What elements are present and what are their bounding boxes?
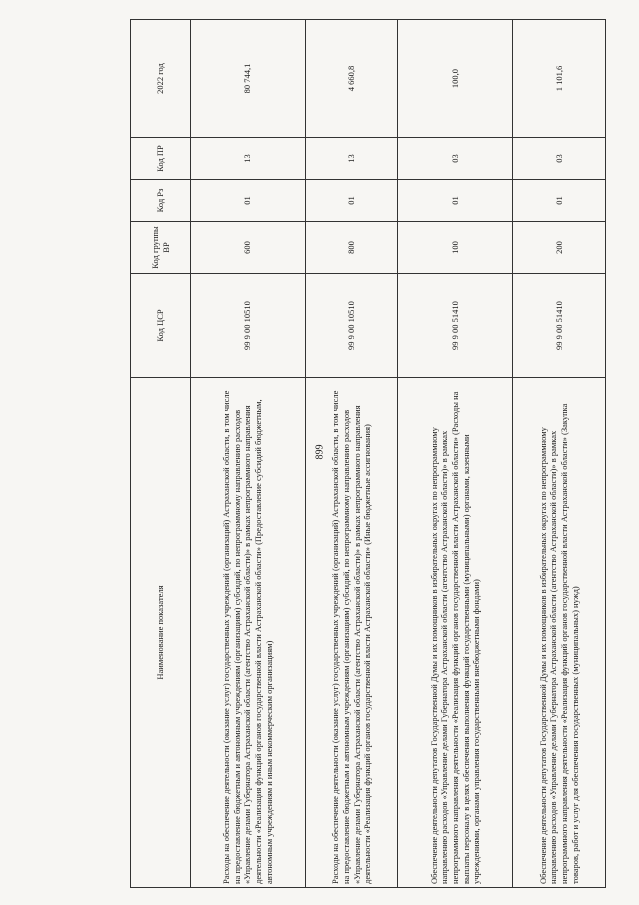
table-header-row — [131, 20, 191, 888]
rotated-table-container — [130, 20, 606, 888]
row-pr: 03 — [513, 138, 606, 180]
row-pr: 13 — [191, 138, 306, 180]
header-csr: Код ЦСР — [131, 274, 191, 378]
row-rz: 01 — [398, 180, 513, 222]
row-vr: 600 — [191, 222, 306, 274]
row-vr: 200 — [513, 222, 606, 274]
row-amount: 80 744,1 — [191, 20, 306, 138]
header-year: 2022 год — [131, 20, 191, 138]
row-vr: 100 — [398, 222, 513, 274]
row-vr: 800 — [305, 222, 398, 274]
row-name: Обеспечение деятельности депутатов Государственной Думы и их помощников в избирательных округах по непрограммному направлению расходов «Управление делами Губернатора Астраханской области (агентство Астраханской области)» в рамках непрограммного направления деятельности «Реализация функций органов государственной власти Астраханской области» (Расходы на выплаты персоналу в целях обеспечения выполнения функций государственными (муниципальными) органами, казенными учреждениями, органами управления государственными внебюджетными фондами) — [398, 378, 513, 888]
table-row — [513, 20, 606, 888]
row-csr: 99 9 00 10510 — [191, 274, 306, 378]
budget-table — [130, 19, 606, 888]
row-pr: 03 — [398, 138, 513, 180]
table-row — [305, 20, 398, 888]
row-csr: 99 9 00 51410 — [513, 274, 606, 378]
row-amount: 1 101,6 — [513, 20, 606, 138]
row-pr: 13 — [305, 138, 398, 180]
row-amount: 100,0 — [398, 20, 513, 138]
row-name: Расходы на обеспечение деятельности (оказание услуг) государственных учреждений (организаций) Астраханской области, в том числе на предоставление бюджетным и автономным учреждениям (организациям) субсидий, по непрограммному направлению расходов «Управление делами Губернатора Астраханской области (агентство Астраханской области)» в рамках непрограммного направления деятельности «Реализация функций органов государственной власти Астраханской области» (Иные бюджетные ассигнования) — [305, 378, 398, 888]
table-row — [398, 20, 513, 888]
row-rz: 01 — [513, 180, 606, 222]
row-rz: 01 — [305, 180, 398, 222]
row-rz: 01 — [191, 180, 306, 222]
row-csr: 99 9 00 51410 — [398, 274, 513, 378]
row-amount: 4 660,8 — [305, 20, 398, 138]
page-number: 899 — [314, 444, 325, 460]
row-csr: 99 9 00 10510 — [305, 274, 398, 378]
header-rz: Код Рз — [131, 180, 191, 222]
header-pr: Код ПР — [131, 138, 191, 180]
row-name: Расходы на обеспечение деятельности (оказание услуг) государственных учреждений (организаций) Астраханской области, в том числе на предоставление бюджетным и автономным учреждениям (организациям) субсидий, по непрограммному направлению расходов «Управление делами Губернатора Астраханской области (агентство Астраханской области)» в рамках непрограммного направления деятельности «Реализация функций органов государственной власти Астраханской области» (Предоставление субсидий бюджетным, автономным учреждениям и иным некоммерческим организациям) — [191, 378, 306, 888]
row-name: Обеспечение деятельности депутатов Государственной Думы и их помощников в избирательных округах по непрограммному направлению расходов «Управление делами Губернатора Астраханской области (агентство Астраханской области)» в рамках непрограммного направления деятельности «Реализация функций органов государственной власти Астраханской области» (Закупка товаров, работ и услуг для обеспечения государственных (муниципальных) нужд) — [513, 378, 606, 888]
header-name: Наименование показателя — [131, 378, 191, 888]
table-row — [191, 20, 306, 888]
header-vr: Код группы ВР — [131, 222, 191, 274]
